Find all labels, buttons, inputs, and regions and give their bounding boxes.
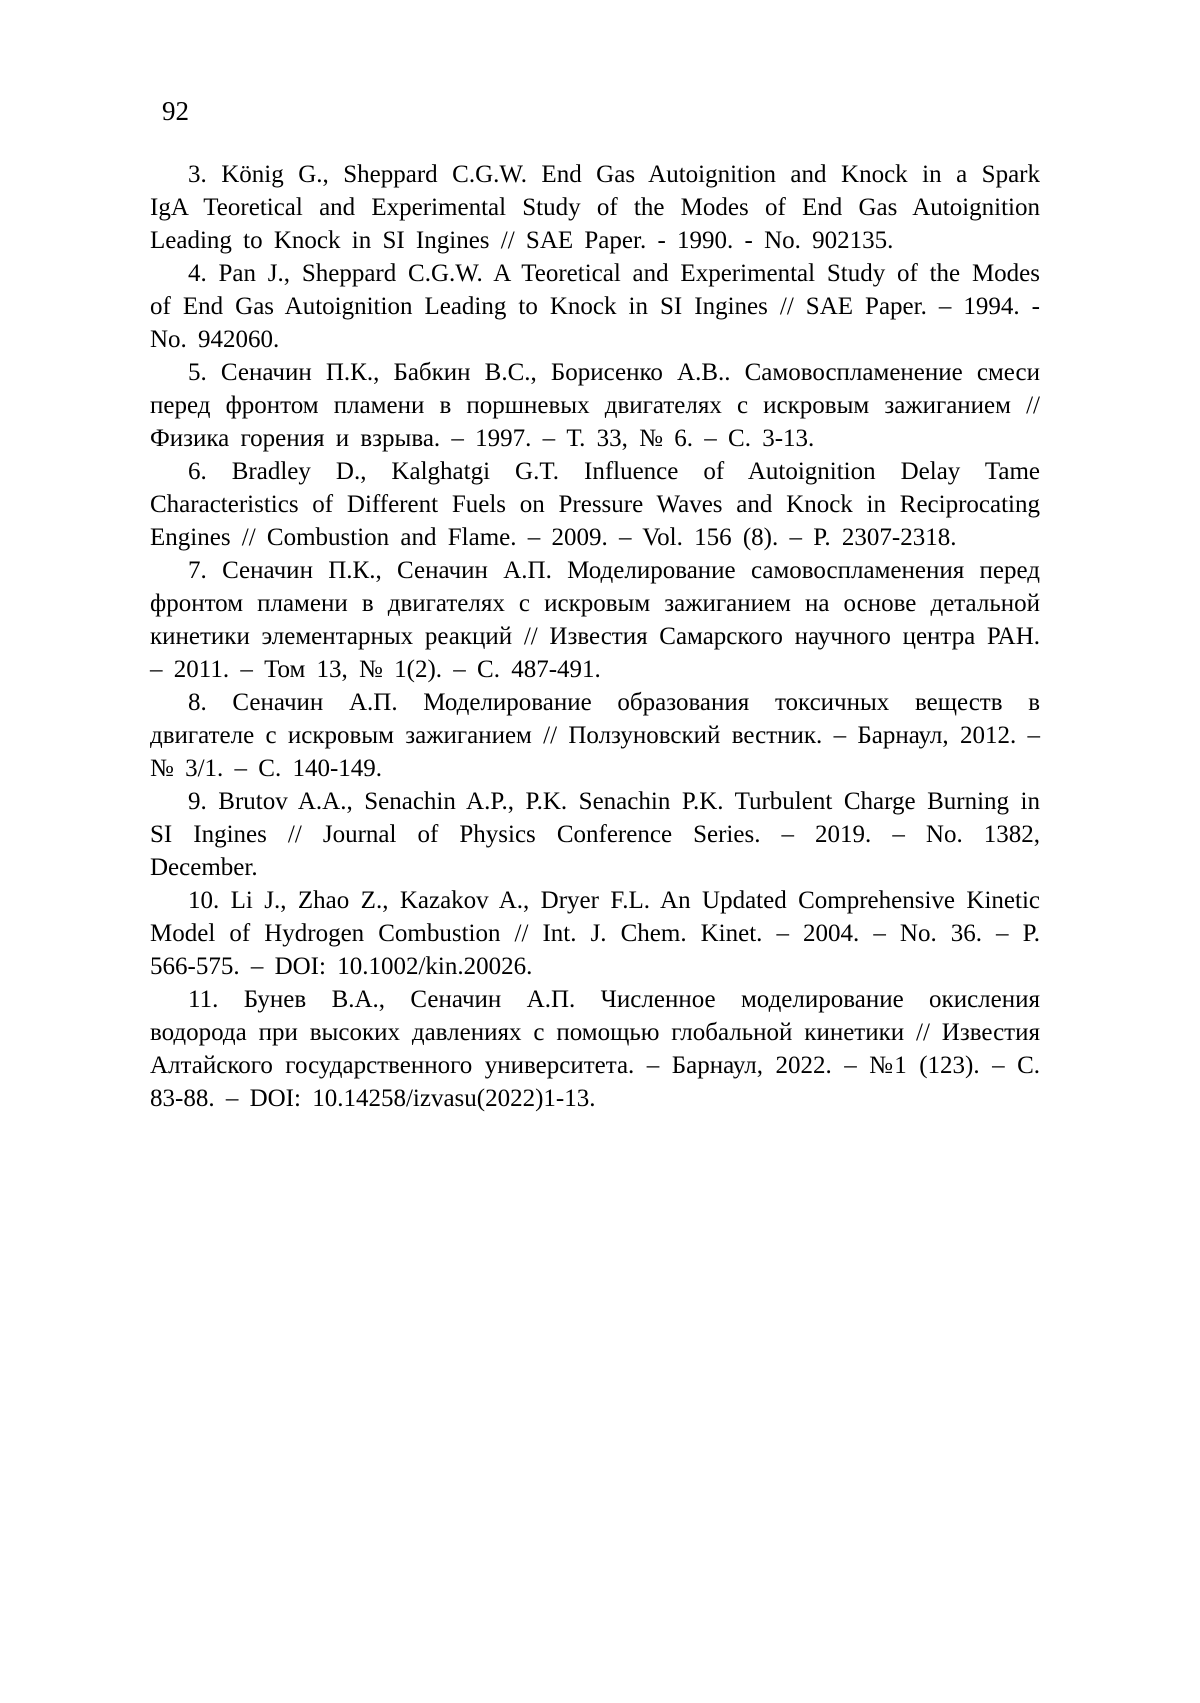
reference-item: 7. Сеначин П.К., Сеначин А.П. Моделирование самовоспламенения перед фронтом пламени в двигателях с искровым зажиганием на основе детальной кинетики элементарных реакций // Известия Самарского научного центра РАН. – 2011. – Том 13, № 1(2). – С. 487-491. [150,557,1040,683]
reference-item: 5. Сеначин П.К., Бабкин В.С., Борисенко А.В.. Самовоспламенение смеси перед фронтом пламени в поршневых двигателях с искровым зажиганием // Физика горения и взрыва. – 1997. – Т. 33, № 6. – С. 3-13. [150,359,1040,452]
page-number: 92 [162,96,189,126]
reference-item: 8. Сеначин А.П. Моделирование образования токсичных веществ в двигателе с искровым зажиганием // Ползуновский вестник. – Барнаул, 2012. – № 3/1. – С. 140-149. [150,689,1040,782]
reference-item: 3. König G., Sheppard C.G.W. End Gas Autoignition and Knock in a Spark IgA Teoretical and Experimental Study of the Modes of End Gas Autoignition Leading to Knock in SI Ingines // SAE Paper. - 1990. - No. 902135. [150,161,1040,254]
reference-item: 10. Li J., Zhao Z., Kazakov A., Dryer F.L. An Updated Comprehensive Kinetic Model of Hydrogen Combustion // Int. J. Chem. Kinet. – 2004. – No. 36. – P. 566-575. – DOI: 10.1002/kin.20026. [150,887,1040,980]
reference-item: 11. Бунев В.А., Сеначин А.П. Численное моделирование окисления водорода при высоких давлениях с помощью глобальной кинетики // Известия Алтайского государственного университета. – Барнаул, 2022. – №1 (123). – С. 83-88. – DOI: 10.14258/izvasu(2022)1-13. [150,986,1040,1112]
reference-item: 6. Bradley D., Kalghatgi G.T. Influence of Autoignition Delay Tame Characteristics of Different Fuels on Pressure Waves and Knock in Reciprocating Engines // Combustion and Flame. – 2009. – Vol. 156 (8). – P. 2307-2318. [150,458,1040,551]
references-list [150,158,1040,1115]
reference-item: 9. Brutov A.A., Senachin A.P., P.K. Senachin P.K. Turbulent Charge Burning in SI Ingines // Journal of Physics Conference Series. – 2019. – No. 1382, December. [150,788,1040,881]
reference-item: 4. Pan J., Sheppard C.G.W. A Teoretical and Experimental Study of the Modes of End Gas Autoignition Leading to Knock in SI Ingines // SAE Paper. – 1994. - No. 942060. [150,260,1040,353]
